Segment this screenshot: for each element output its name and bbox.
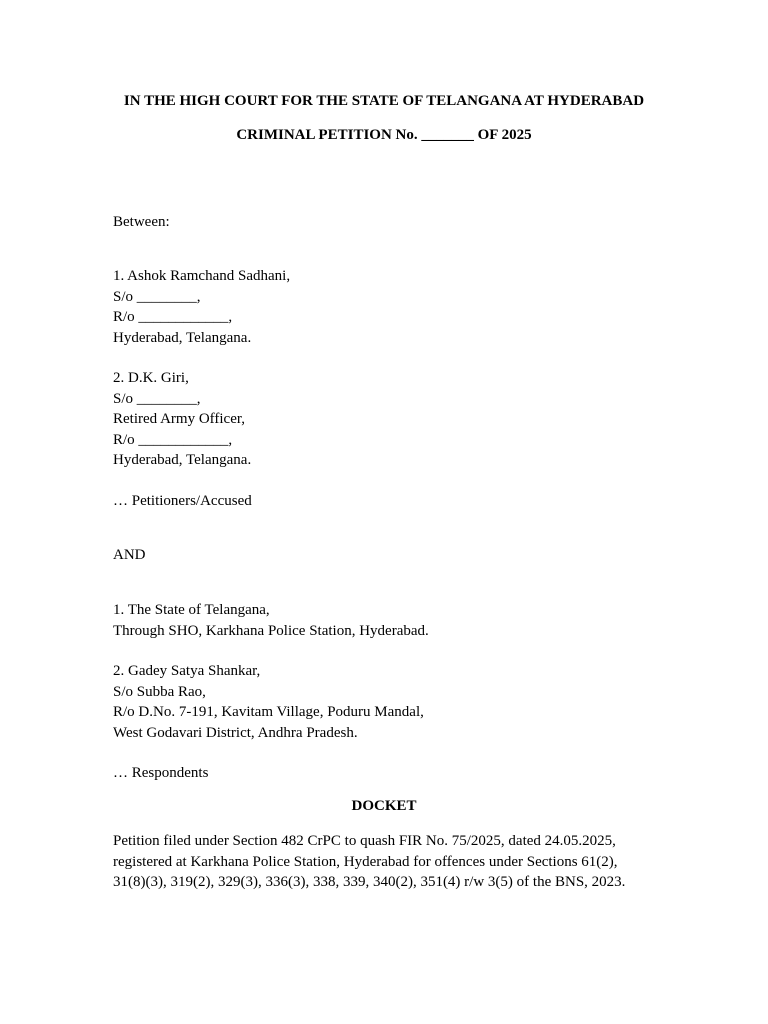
docket-line-3: 31(8)(3), 319(2), 329(3), 336(3), 338, 339, 340(2), 351(4) r/w 3(5) of the BNS, 2023.: [113, 874, 626, 891]
petitioner-1-residence: R/o ____________,: [113, 309, 233, 326]
docket-line-2: registered at Karkhana Police Station, Hyderabad for offences under Sections 61(2),: [113, 853, 618, 870]
respondent-2-residence: R/o D.No. 7-191, Kavitam Village, Poduru Mandal,: [113, 704, 424, 721]
petitioner-2-father: S/o ________,: [113, 390, 201, 407]
respondents-label: … Respondents: [113, 765, 209, 781]
petitioner-2-name: 2. D.K. Giri,: [113, 370, 189, 386]
and-label: AND: [113, 547, 146, 563]
docket-line-1: Petition filed under Section 482 CrPC to quash FIR No. 75/2025, dated 24.05.2025,: [113, 833, 616, 849]
petitioner-2-occupation: Retired Army Officer,: [113, 411, 245, 428]
respondent-1-through: Through SHO, Karkhana Police Station, Hyderabad.: [113, 622, 429, 639]
respondent-1-block: [113, 600, 673, 641]
respondent-2-district: West Godavari District, Andhra Pradesh.: [113, 724, 358, 741]
respondent-2-block: [113, 661, 673, 743]
docket-body: [113, 831, 713, 893]
petitioners-label: … Petitioners/Accused: [113, 493, 252, 509]
respondent-2-father: S/o Subba Rao,: [113, 683, 206, 700]
court-heading: IN THE HIGH COURT FOR THE STATE OF TELANGANA AT HYDERABAD: [123, 93, 645, 109]
respondent-1-name: 1. The State of Telangana,: [113, 602, 270, 618]
docket-title: DOCKET: [351, 798, 417, 814]
petitioner-1-place: Hyderabad, Telangana.: [113, 329, 252, 346]
petition-number-heading: CRIMINAL PETITION No. _______ OF 2025: [236, 127, 532, 143]
petitioner-2-block: [113, 368, 673, 471]
petitioner-1-father: S/o ________,: [113, 288, 201, 305]
petitioner-1-name: 1. Ashok Ramchand Sadhani,: [113, 268, 291, 284]
petitioner-2-place: Hyderabad, Telangana.: [113, 452, 252, 469]
respondent-2-name: 2. Gadey Satya Shankar,: [113, 663, 261, 679]
petitioner-1-block: [113, 266, 673, 348]
petitioner-2-residence: R/o ____________,: [113, 431, 233, 448]
between-label: Between:: [113, 214, 170, 230]
